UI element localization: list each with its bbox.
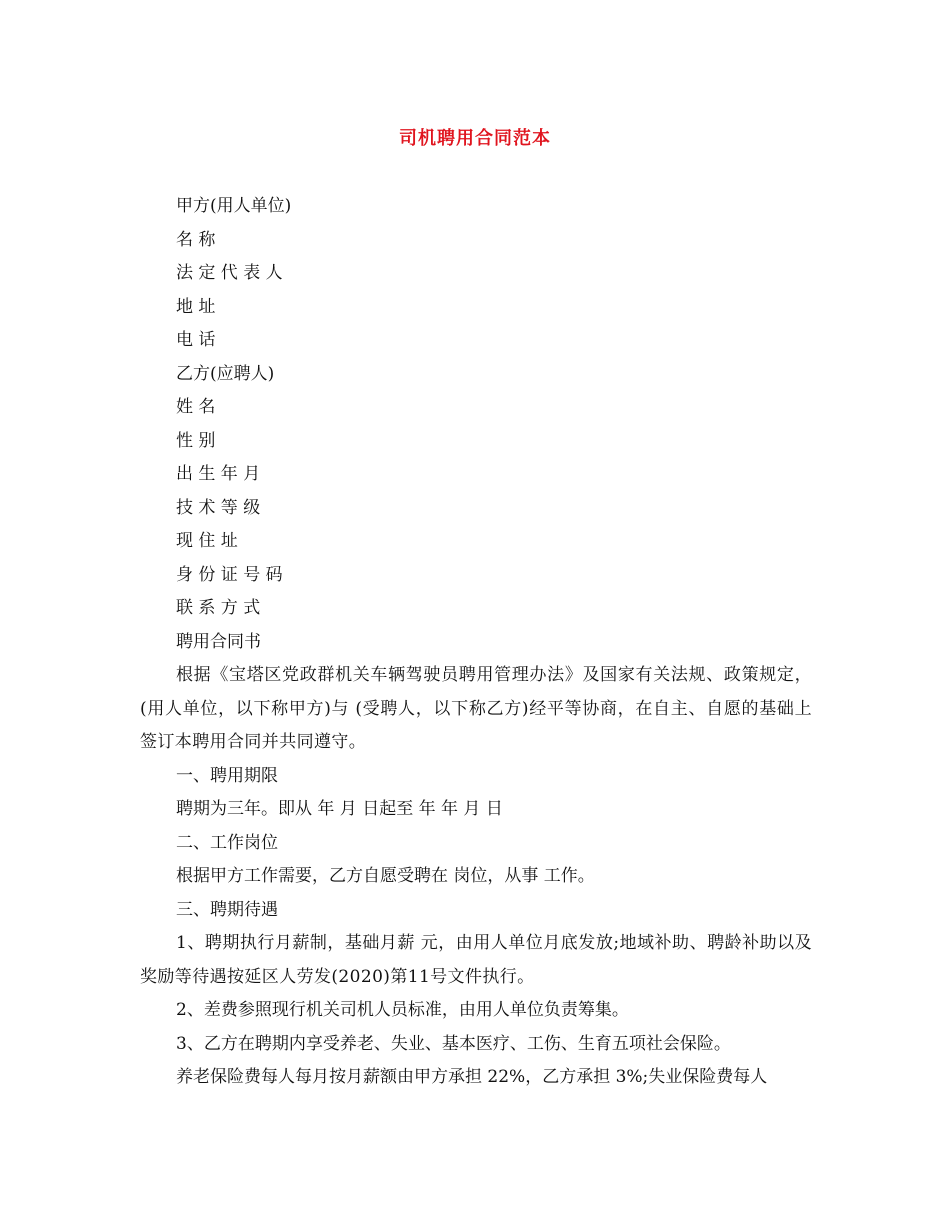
section-2-text: 根据甲方工作需要，乙方自愿受聘在 岗位，从事 工作。 [176, 866, 595, 886]
section-3-item-1: 1、聘期执行月薪制，基础月薪 元，由用人单位月底发放;地域补助、聘龄补助以及奖励等待遇按延区人劳发(2020)第11号文件执行。 [140, 933, 812, 987]
party-b-current-address-label: 现 住 址 [176, 531, 238, 551]
document-body [140, 190, 812, 1095]
party-b-gender-label: 性 别 [176, 430, 216, 451]
section-3-item-2: 2、差费参照现行机关司机人员标准，由用人单位负责筹集。 [176, 1000, 629, 1020]
section-3-item-3: 3、乙方在聘期内享受养老、失业、基本医疗、工伤、生育五项社会保险。 [176, 1033, 731, 1054]
section-3-title: 三、聘期待遇 [176, 899, 278, 920]
party-a-legal-rep-label: 法 定 代 表 人 [176, 263, 283, 283]
party-a-phone-label: 电 话 [176, 330, 216, 350]
party-a-address-label: 地 址 [176, 296, 216, 317]
party-b-heading: 乙方(应聘人) [176, 363, 275, 384]
intro-paragraph: 根据《宝塔区党政群机关车辆驾驶员聘用管理办法》及国家有关法规、政策规定， (用人单位，以下称甲方)与 (受聘人，以下称乙方)经平等协商，在自主、自愿的基础上签订本聘用合同并共同遵守。 [140, 665, 812, 752]
party-b-birth-label: 出 生 年 月 [176, 464, 261, 484]
party-b-id-label: 身 份 证 号 码 [176, 564, 283, 585]
section-1-title: 一、聘用期限 [176, 765, 278, 786]
party-b-name-label: 姓 名 [176, 397, 216, 417]
section-3-item-4: 养老保险费每人每月按月薪额由甲方承担 22%，乙方承担 3%;失业保险费每人 [176, 1067, 768, 1087]
document-title: 司机聘用合同范本 [399, 128, 551, 149]
party-a-heading: 甲方(用人单位) [176, 196, 292, 216]
party-a-name-label: 名 称 [176, 229, 216, 250]
contract-heading: 聘用合同书 [176, 631, 261, 652]
section-1-text: 聘期为三年。即从 年 月 日起至 年 年 月 日 [176, 799, 503, 819]
party-b-contact-label: 联 系 方 式 [176, 598, 261, 618]
party-b-skill-label: 技 术 等 级 [176, 497, 261, 518]
section-2-title: 二、工作岗位 [176, 832, 278, 853]
